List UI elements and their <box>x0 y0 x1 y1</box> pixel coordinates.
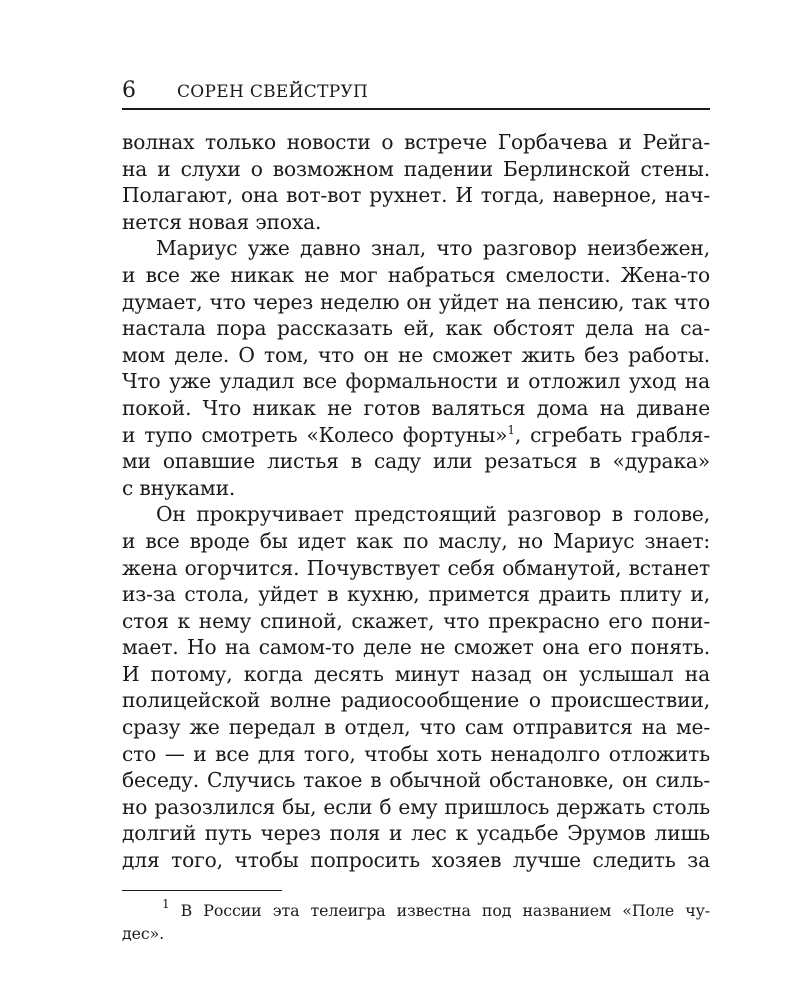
text-line: ми опавшие листья в саду или резаться в «дурака» <box>122 449 710 474</box>
text-line: волнах только новости о встрече Горбачева и Рейга- <box>122 130 710 154</box>
text-line: с внуками. <box>122 475 236 500</box>
text-line: и все вроде бы идет как по маслу, но Мариус знает: <box>122 528 710 553</box>
text-line: Мариус уже давно знал, что разговор неизбежен, <box>156 236 710 261</box>
text-line: беседу. Случись такое в обычной обстановке, он силь- <box>122 768 710 793</box>
footnote-marker: 1 <box>162 896 170 911</box>
text-line: покой. Что никак не готов валяться дома на диване <box>122 395 710 420</box>
text-line: сразу же передал в отдел, что сам отправится на ме- <box>122 715 710 740</box>
footnote-divider <box>122 890 282 891</box>
footnote-line: дес». <box>122 923 165 943</box>
text-line: на и слухи о возможном падении Берлинской стены. <box>122 156 710 181</box>
text-line: И потому, когда десять минут назад он услышал на <box>122 661 710 686</box>
text-line: из-за стола, уйдет в кухню, примется драить плиту и, <box>122 582 710 607</box>
running-head-author: СОРЕН СВЕЙСТРУП <box>177 82 369 102</box>
book-page <box>122 78 710 945</box>
text-line: для того, чтобы попросить хозяев лучше следить за <box>122 848 710 873</box>
text-line: жена огорчится. Почувствует себя обманутой, встанет <box>122 555 710 580</box>
text-line: стоя к нему спиной, скажет, что прекрасно его пони- <box>122 608 710 633</box>
text-line: но разозлился бы, если б ему пришлось держать столь <box>122 794 710 819</box>
text-line: Он прокручивает предстоящий разговор в голове, <box>156 502 710 527</box>
text-line: Что уже уладил все формальности и отложил уход на <box>122 369 710 394</box>
text-line-with-footnote <box>122 422 710 449</box>
text-fragment: , сгребать грабля- <box>514 422 710 447</box>
footnote-text: В России эта телеигра известна под названием «Поле чу- <box>169 900 710 920</box>
text-line: мом деле. О том, что он не сможет жить без работы. <box>122 342 710 367</box>
text-line: настала пора рассказать ей, как обстоят дела на са- <box>122 316 710 341</box>
text-line: сто — и все для того, чтобы хоть ненадолго отложить <box>122 741 710 766</box>
text-line: нется новая эпоха. <box>122 209 322 234</box>
text-line: мает. Но на самом-то деле не сможет она его понять. <box>122 635 710 660</box>
body-text <box>122 129 710 874</box>
page-number: 6 <box>122 78 136 103</box>
running-header <box>122 78 710 110</box>
footnote-line <box>122 896 710 922</box>
footnote <box>122 896 710 945</box>
text-line: полицейской волне радиосообщение о происшествии, <box>122 688 710 713</box>
footnote-reference: 1 <box>507 422 515 437</box>
text-line: Полагают, она вот-вот рухнет. И тогда, наверное, нач- <box>122 183 710 208</box>
text-fragment: и тупо смотреть «Колесо фортуны» <box>122 422 508 447</box>
text-line: думает, что через неделю он уйдет на пенсию, так что <box>122 289 710 314</box>
text-line: долгий путь через поля и лес к усадьбе Эрумов лишь <box>122 821 710 846</box>
text-line: и все же никак не мог набраться смелости. Жена-то <box>122 262 710 287</box>
